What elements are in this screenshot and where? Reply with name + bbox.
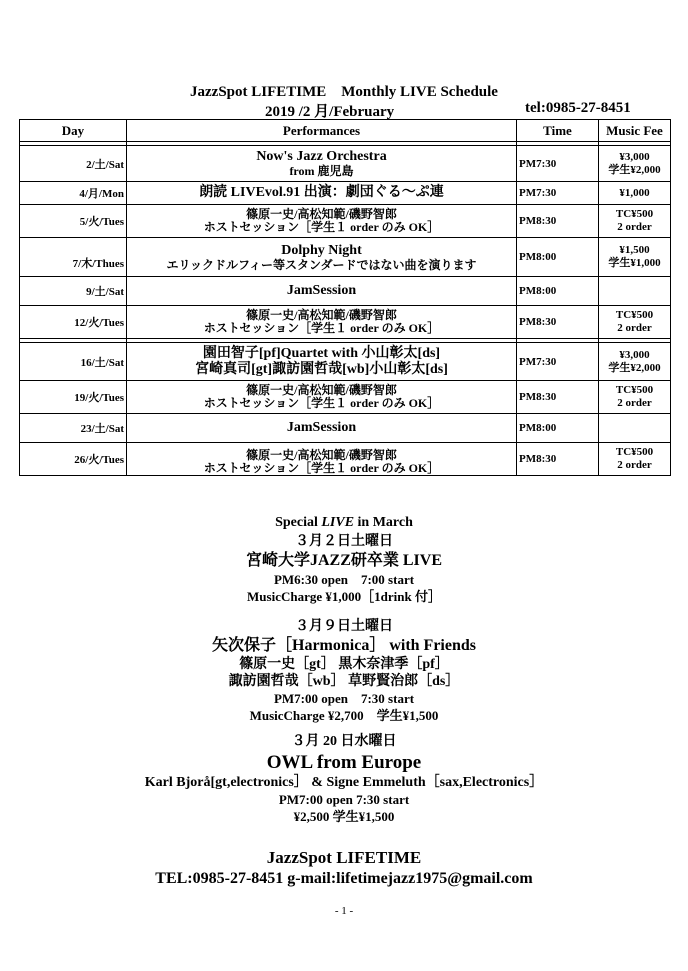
performance-title: 朗読 LIVEvol.91 出演：劇団ぐる～ぷ連	[199, 185, 444, 200]
table-row	[20, 343, 671, 381]
row-time: PM8:00	[517, 277, 599, 306]
table-row	[20, 146, 671, 182]
event-members: 篠原一史［gt］ 黒木奈津季［pf］	[239, 657, 449, 672]
performance-detail: ホストセッション［学生１ order のみ OK］	[203, 461, 440, 475]
column-header-fee: Music Fee	[599, 120, 671, 142]
row-performance	[127, 306, 517, 339]
special-title-live: LIVE	[321, 515, 355, 530]
row-fee	[599, 277, 671, 306]
performance-title: 篠原一史/高松知範/磯野智郎	[246, 308, 397, 322]
performance-detail: 宮崎真司[gt]諏訪園哲哉[wb]小山彰太[ds]	[195, 361, 448, 377]
row-fee	[599, 182, 671, 205]
row-fee	[599, 443, 671, 476]
fee-line: 学生¥2,000	[608, 163, 661, 176]
row-day: 2/土/Sat	[20, 146, 127, 182]
table-row	[20, 182, 671, 205]
row-day: 5/火/Tues	[20, 205, 127, 238]
performance-title: 篠原一史/高松知範/磯野智郎	[246, 207, 397, 221]
header-tel: tel:0985-27-8451	[525, 100, 631, 116]
row-day: 23/土/Sat	[20, 414, 127, 443]
row-time: PM8:30	[517, 306, 599, 339]
event-members: 諏訪園哲哉［wb］ 草野賢治郎［ds］	[228, 674, 460, 689]
event-charge: MusicCharge ¥2,700 学生¥1,500	[249, 708, 439, 723]
row-time: PM8:30	[517, 205, 599, 238]
row-fee	[599, 343, 671, 381]
performance-title: JamSession	[286, 420, 357, 435]
column-header-day: Day	[20, 120, 127, 142]
special-title-suffix: in March	[354, 515, 413, 530]
row-performance	[127, 205, 517, 238]
event-name: 宮崎大学JAZZ研卒業 LIVE	[245, 552, 443, 569]
performance-title: 園田智子[pf]Quartet with 小山彰太[ds]	[202, 345, 441, 361]
row-fee	[599, 146, 671, 182]
row-performance	[127, 277, 517, 306]
column-header-performances: Performances	[127, 120, 517, 142]
performance-detail: エリックドルフィー等スタンダードではない曲を演ります	[166, 257, 477, 272]
performance-title: Now's Jazz Orchestra	[256, 149, 387, 164]
performance-title: Dolphy Night	[281, 242, 362, 258]
fee-line: 2 order	[617, 397, 652, 409]
row-day: 9/土/Sat	[20, 277, 127, 306]
performance-detail: ホストセッション［学生１ order のみ OK］	[203, 220, 440, 234]
column-header-time: Time	[517, 120, 599, 142]
special-live-section	[0, 514, 688, 825]
fee-line: ¥1,000	[619, 186, 650, 199]
schedule-month: 2019 /2 月/February	[265, 104, 395, 120]
row-time: PM8:30	[517, 381, 599, 414]
row-performance	[127, 443, 517, 476]
table-row	[20, 414, 671, 443]
row-time: PM7:30	[517, 343, 599, 381]
performance-detail: ホストセッション［学生１ order のみ OK］	[203, 396, 440, 410]
event-date: ３月２日土曜日	[295, 534, 393, 549]
performance-title: JamSession	[286, 283, 357, 298]
row-time: PM8:00	[517, 238, 599, 277]
row-day: 12/火/Tues	[20, 306, 127, 339]
page-number: - 1 -	[334, 905, 354, 917]
fee-line: TC¥500	[615, 446, 654, 458]
fee-line: 2 order	[617, 322, 652, 334]
row-day: 4/月/Mon	[20, 182, 127, 205]
performance-title: 篠原一史/高松知範/磯野智郎	[246, 383, 397, 397]
table-row	[20, 238, 671, 277]
schedule-table	[19, 119, 671, 476]
special-title-prefix: Special	[275, 515, 322, 530]
fee-line: 2 order	[617, 459, 652, 471]
fee-line: ¥3,000	[619, 348, 650, 361]
event-date: ３月９日土曜日	[295, 619, 393, 634]
row-fee	[599, 238, 671, 277]
event-gap	[0, 605, 688, 617]
row-day: 26/火/Tues	[20, 443, 127, 476]
row-day: 16/土/Sat	[20, 343, 127, 381]
table-row	[20, 306, 671, 339]
performance-title: 篠原一史/高松知範/磯野智郎	[246, 448, 397, 462]
event-charge: MusicCharge ¥1,000［1drink 付］	[247, 589, 441, 604]
event-date: ３月 20 日水曜日	[291, 734, 397, 749]
event-name: 矢次保子［Harmonica］ with Friends	[212, 637, 476, 654]
row-performance	[127, 238, 517, 277]
fee-line: ¥1,500	[619, 244, 650, 256]
row-performance	[127, 414, 517, 443]
row-fee	[599, 414, 671, 443]
fee-line: TC¥500	[615, 384, 654, 396]
row-day: 19/火/Tues	[20, 381, 127, 414]
event-time: PM6:30 open 7:00 start	[273, 572, 415, 587]
special-title	[0, 514, 688, 532]
table-row	[20, 381, 671, 414]
row-performance	[127, 182, 517, 205]
table-header-row	[20, 120, 671, 142]
row-time: PM8:00	[517, 414, 599, 443]
event-charge: ¥2,500 学生¥1,500	[293, 809, 395, 824]
fee-line: 学生¥2,000	[608, 361, 661, 374]
footer-venue-name: JazzSpot LIFETIME	[266, 848, 422, 867]
fee-line: ¥3,000	[619, 150, 650, 163]
row-time: PM7:30	[517, 182, 599, 205]
performance-detail: from 鹿児島	[289, 164, 354, 178]
event-members: Karl Bjorå[gt,electronics］ & Signe Emmeluth［sax,Electronics］	[144, 775, 544, 790]
row-time: PM7:30	[517, 146, 599, 182]
row-fee	[599, 306, 671, 339]
event-gap	[0, 724, 688, 732]
fee-line: TC¥500	[615, 208, 654, 220]
row-performance	[127, 343, 517, 381]
row-day: 7/木/Thues	[20, 238, 127, 277]
page-title: JazzSpot LIFETIME Monthly LIVE Schedule	[190, 84, 498, 100]
table-row	[20, 443, 671, 476]
event-time: PM7:00 open 7:30 start	[273, 691, 415, 706]
performance-detail: ホストセッション［学生１ order のみ OK］	[203, 321, 440, 335]
table-row	[20, 277, 671, 306]
event-time: PM7:00 open 7:30 start	[278, 792, 410, 807]
footer-contact: TEL:0985-27-8451 g-mail:lifetimejazz1975@gmail.com	[155, 870, 533, 887]
row-performance	[127, 146, 517, 182]
row-fee	[599, 381, 671, 414]
table-row	[20, 205, 671, 238]
fee-line: 学生¥1,000	[608, 257, 661, 269]
event-name: OWL from Europe	[266, 752, 422, 773]
fee-line: 2 order	[617, 221, 652, 233]
fee-line: TC¥500	[615, 309, 654, 321]
row-time: PM8:30	[517, 443, 599, 476]
row-fee	[599, 205, 671, 238]
row-performance	[127, 381, 517, 414]
